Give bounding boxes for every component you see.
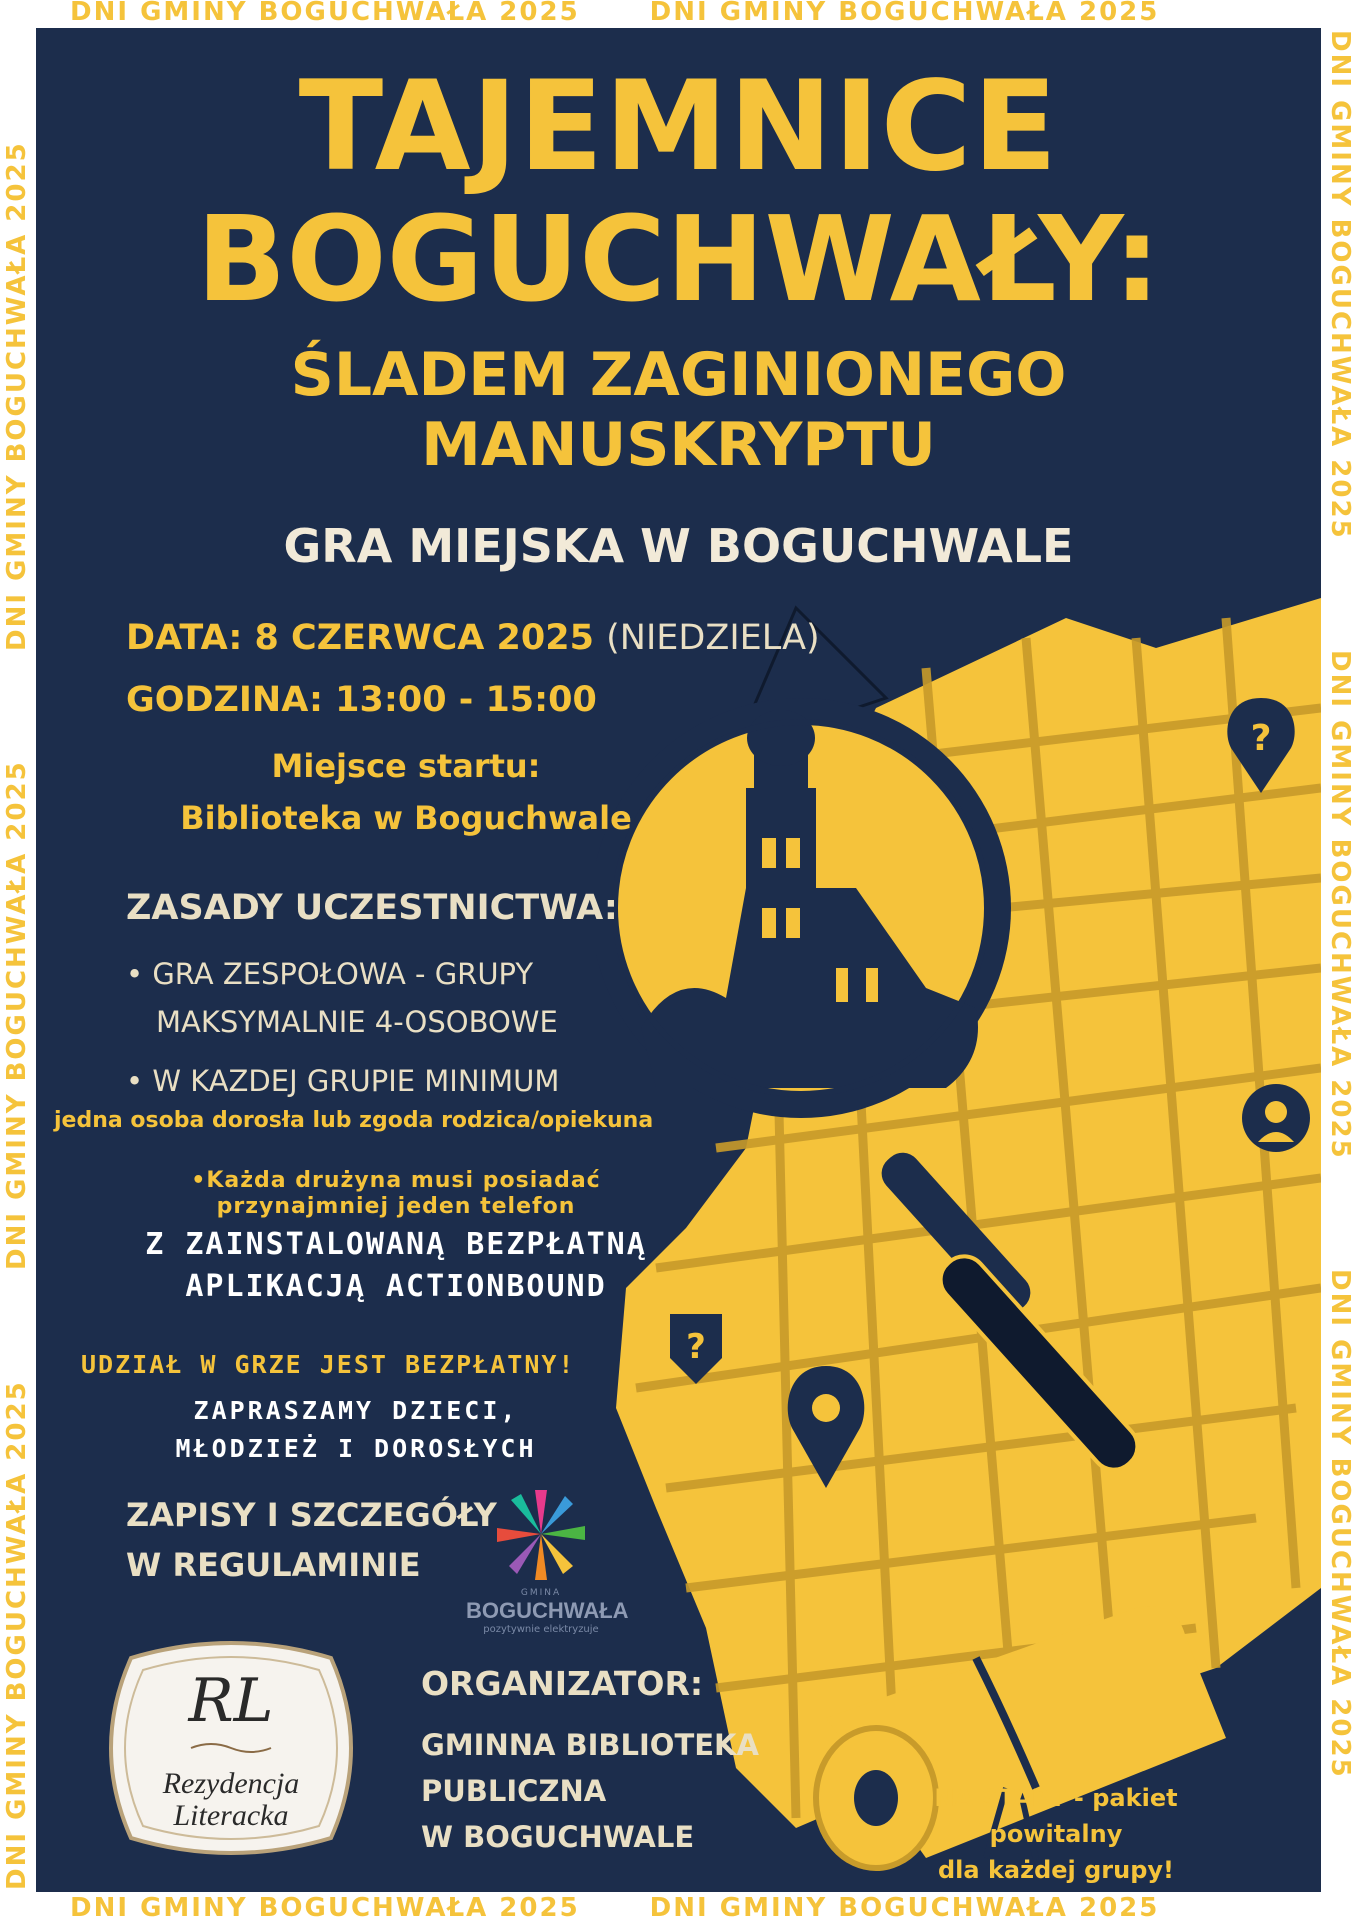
na-start-line-2: dla każdej grupy! [938,1856,1174,1884]
title-line-1: TAJEMNICE [298,55,1059,199]
rl-text [91,1768,371,1832]
rules-heading: ZASADY UCZESTNICTWA: [126,888,618,928]
frame-label: DNI GMINY BOGUCHWAŁA 2025 [1325,649,1355,1160]
rezydencja-literacka-logo [91,1628,371,1868]
frame-label: DNI GMINY BOGUCHWAŁA 2025 [1325,30,1355,540]
start-place-value: Biblioteka w Boguchwale [180,799,632,837]
rule-3-line-4: APLIKACJĄ ACTIONBOUND [185,1269,607,1304]
rl-line-2: Literacka [173,1799,289,1832]
rl-badge-icon [91,1628,371,1868]
organizer-heading: ORGANIZATOR: [421,1664,704,1703]
event-date-value: DATA: 8 CZERWCA 2025 [126,618,594,658]
frame-bottom-label [70,1893,1159,1923]
registration-line-1: ZAPISY I SZCZEGÓŁY [126,1496,497,1534]
rule-1-line-2: MAKSYMALNIE 4-OSOBOWE [156,1005,558,1039]
event-day: (NIEDZIELA) [606,618,820,658]
rule-1 [126,950,558,1046]
frame-label: DNI GMINY BOGUCHWAŁA 2025 [2,1380,32,1890]
rule-3-line-2: przynajmniej jeden telefon [216,1194,576,1219]
frame-left-label [2,40,32,1890]
registration-line-2: W REGULAMINIE [126,1546,421,1584]
rule-3-line-3: Z ZAINSTALOWANĄ BEZPŁATNĄ [145,1227,647,1262]
event-date [126,618,820,658]
gmina-tagline: pozytywnie elektryzuje [483,1624,599,1635]
svg-text:?: ? [686,1327,706,1367]
gmina-name: BOGUCHWAŁA [466,1598,629,1623]
frame-label: DNI GMINY BOGUCHWAŁA 2025 [70,0,580,27]
organizer-name [421,1722,759,1860]
rl-monogram: RL [188,1666,274,1736]
subtitle-line-3: GRA MIEJSKA W BOGUCHWALE [283,519,1074,573]
start-place-label: Miejsce startu: [271,747,541,785]
rule-2-line-2: jedna osoba dorosła lub zgoda rodzica/opiekuna [54,1108,654,1133]
invite-text [96,1392,616,1468]
free-participation-note: UDZIAŁ W GRZE JEST BEZPŁATNY! [81,1350,576,1379]
frame-label: DNI GMINY BOGUCHWAŁA 2025 [649,0,1160,27]
invite-line-2: MŁODZIEŻ I DOROSŁYCH [175,1434,537,1463]
organizer-line-2: PUBLICZNA [421,1774,607,1808]
frame-label: DNI GMINY BOGUCHWAŁA 2025 [70,1893,580,1923]
organizer-line-1: GMINNA BIBLIOTEKA [421,1728,759,1762]
subtitle-line-2: MANUSKRYPTU [421,410,936,480]
title-line-2: BOGUCHWAŁY: [196,190,1161,328]
poster [36,28,1321,1892]
subtitle-line-1: ŚLADEM ZAGINIONEGO [290,340,1067,410]
gmina-burst-icon [486,1484,596,1584]
frame-label: DNI GMINY BOGUCHWAŁA 2025 [2,140,32,651]
svg-text:?: ? [1250,718,1272,759]
gmina-logo [466,1484,629,1635]
rule-3-bottom [86,1224,706,1308]
event-time: GODZINA: 13:00 - 15:00 [126,680,597,720]
frame-label: DNI GMINY BOGUCHWAŁA 2025 [2,760,32,1271]
rule-1-line-1: • GRA ZESPOŁOWA - GRUPY [126,957,534,991]
na-start-line-1: NA START - pakiet powitalny [934,1784,1178,1848]
registration-info [126,1490,497,1590]
start-place [126,740,686,844]
rule-3-top [126,1168,666,1220]
frame-label: DNI GMINY BOGUCHWAŁA 2025 [649,1893,1160,1923]
frame-label: DNI GMINY BOGUCHWAŁA 2025 [1325,1269,1355,1780]
rl-line-1: Rezydencja [162,1767,300,1800]
gmina-small-label: GMINA [520,1588,562,1598]
rule-2-line-1: • W KAZDEJ GRUPIE MINIMUM [126,1064,560,1098]
frame-right-label [1325,30,1355,1880]
na-start-note [886,1780,1226,1888]
organizer-line-3: W BOGUCHWALE [421,1820,695,1854]
frame-top-label [70,0,1159,27]
invite-line-1: ZAPRASZAMY DZIECI, [193,1396,519,1425]
person-pin-icon [1242,1084,1310,1152]
rule-3-line-1: •Każda drużyna musi posiadać [191,1168,601,1193]
